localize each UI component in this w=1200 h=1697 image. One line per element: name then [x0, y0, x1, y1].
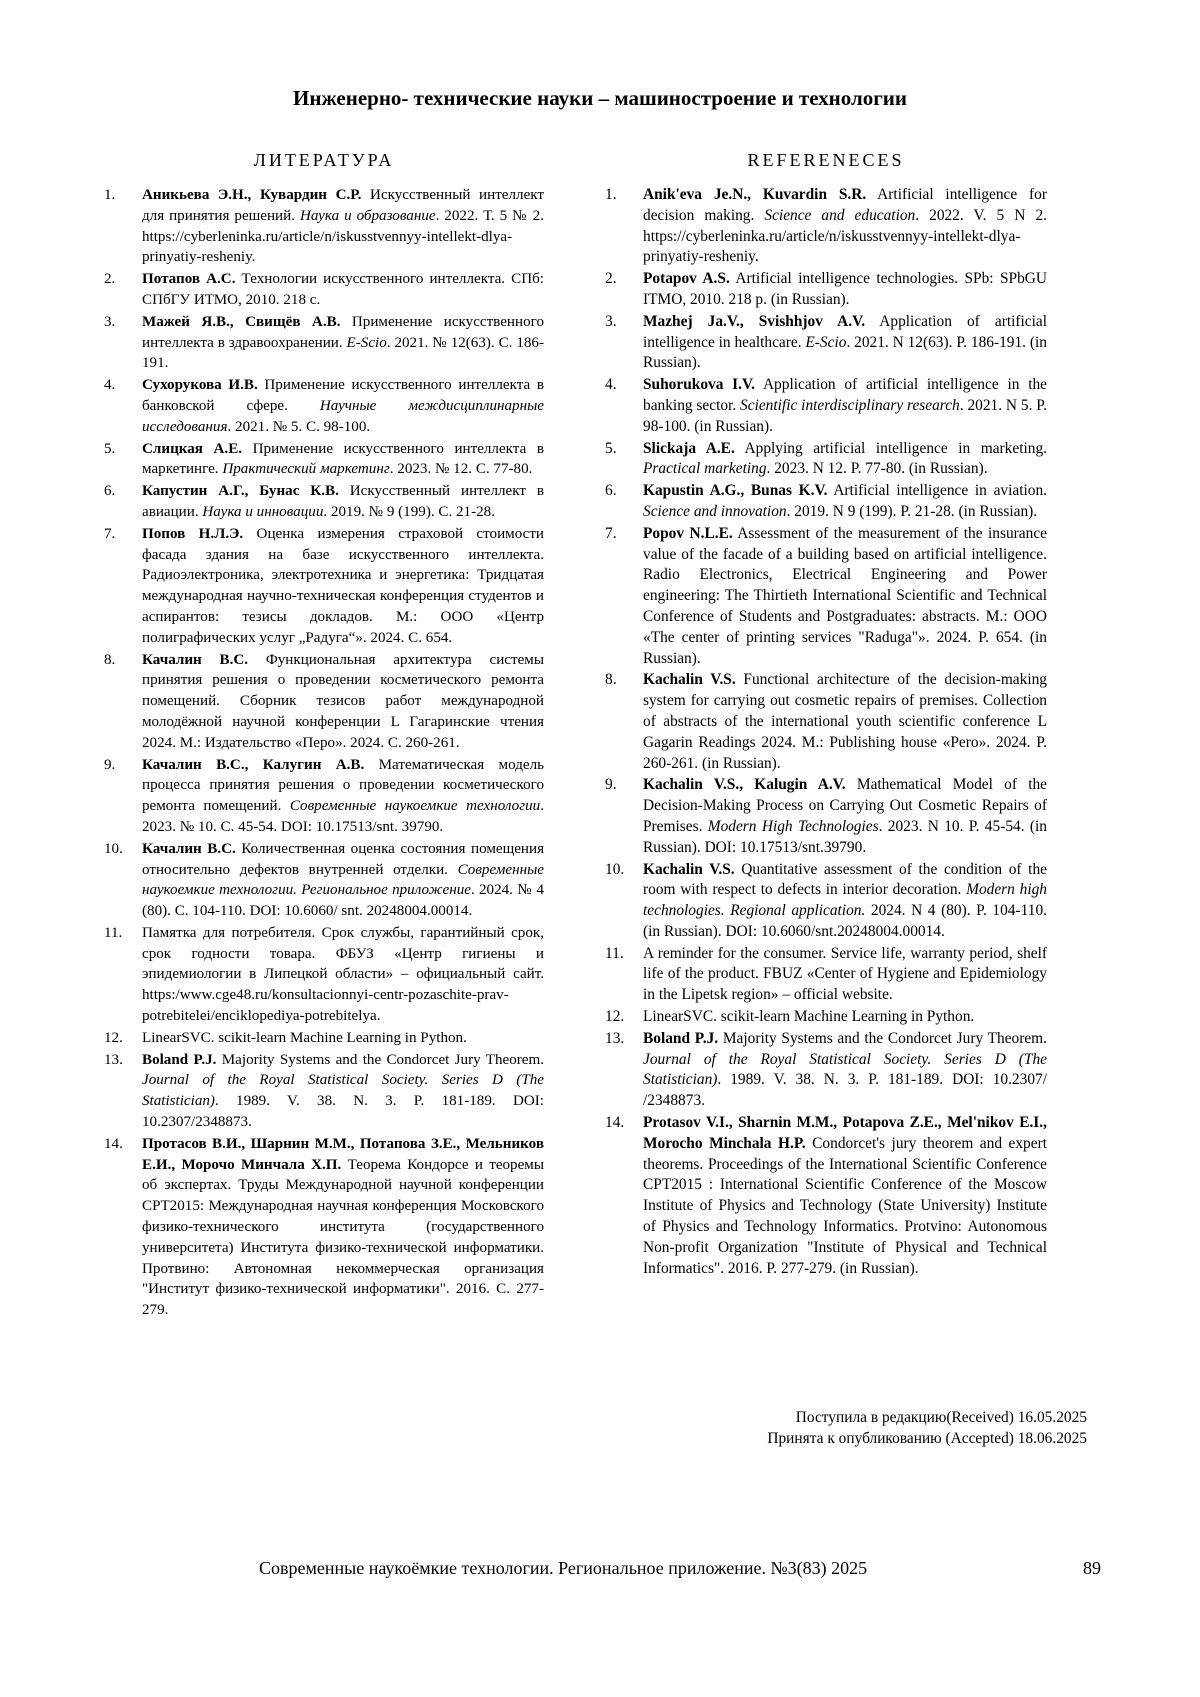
reference-journal: Modern high technologies. Regional application.: [643, 881, 1047, 920]
reference-item: [104, 1134, 544, 1321]
reference-journal: Наука и инновации: [202, 503, 324, 520]
page-header: Инженерно- технические науки – машиностроение и технологии: [293, 86, 907, 110]
reference-authors: Kachalin V.S.: [643, 671, 736, 689]
reference-journal: Practical marketing: [643, 460, 767, 478]
reference-item: [104, 524, 544, 649]
reference-text: Теорема Кондорсе и теоремы об экспертах. Труды Международной научной конференции CPT2015: Международная научная конференция Московского физико-технического института (государственного университета) Института физико-технической информатики. Протвино: Автономная некоммерческая организация "Институт физико-технической информатики". 2016. С. 277-279.: [142, 1156, 544, 1319]
reference-text: Functional architecture of the decision-making system for carrying out cosmetic repairs of premises. Collection of abstracts of the international youth scientific conference L Gagarin Readings 2024. M.: Publishing house «Pero». 2024. P. 260-261. (in Russian).: [643, 671, 1047, 772]
reference-journal: Science and innovation: [643, 502, 787, 520]
reference-authors: Anik'eva Je.N., Kuvardin S.R.: [643, 186, 867, 203]
reference-number: 6.: [104, 483, 116, 500]
reference-authors: Slickaja A.E.: [643, 439, 735, 457]
reference-journal: Scientific interdisciplinary research: [740, 396, 960, 414]
references-english-heading: REFERENECES: [747, 150, 905, 170]
reference-item: [605, 670, 1047, 774]
reference-number: 5.: [104, 440, 116, 457]
reference-journal: Modern High Technologies: [707, 817, 879, 835]
reference-number: 9.: [605, 776, 617, 794]
reference-item: [104, 650, 544, 754]
reference-number: 3.: [605, 312, 617, 330]
reference-authors: Boland P.J.: [643, 1029, 719, 1047]
reference-number: 4.: [605, 376, 617, 394]
reference-authors: Попов Н.Л.Э.: [142, 525, 244, 542]
reference-number: 12.: [104, 1029, 123, 1046]
reference-authors: Качалин В.С.: [142, 840, 236, 857]
reference-text: Оценка измерения страховой стоимости фасада здания на базе искусственного интеллекта. Радиоэлектроника, электротехника и энергетика: Тридцатая международная научно-техническая конференция студентов и аспирантов: тезисы докладов. М.: ООО «Центр полиграфических услуг „Радуга“». 2024. С. 654.: [142, 525, 544, 646]
reference-details: . 2023. № 10. С. 45-54. DOI: 10.17513/snt. 39790.: [142, 798, 544, 835]
reference-item: [104, 185, 544, 268]
reference-details: . 2021. № 5. С. 98-100.: [227, 418, 371, 435]
reference-authors: Качалин В.С.: [142, 651, 249, 668]
reference-text: Функциональная архитектура системы принятия решения о проведении косметического ремонта помещений. Сборник тезисов работ международной молодёжной научной конференции L Гагаринские чтения 2024. М.: Издательство «Перо». 2024. С. 260-261.: [142, 651, 544, 751]
reference-text: LinearSVC. scikit-learn Machine Learning in Python.: [643, 1008, 975, 1026]
reference-details: . 2021. N 5. P. 98-100. (in Russian).: [643, 396, 1047, 435]
accepted-date: Принята к опубликованию (Accepted) 18.06.2025: [767, 1429, 1087, 1447]
reference-item: [104, 839, 544, 922]
reference-text: Majority Systems and the Condorcet Jury Theorem.: [216, 1051, 544, 1068]
reference-text: Application of artificial intelligence in healthcare.: [643, 312, 1047, 351]
reference-details: . 1989. V. 38. N. 3. P. 181-189. DOI: 10.2307/2348873.: [142, 1093, 544, 1131]
reference-journal: Journal of the Royal Statistical Society. Series D (The Statistician): [643, 1050, 1047, 1089]
reference-item: [605, 1007, 1047, 1028]
reference-item: [104, 312, 544, 374]
reference-item: [605, 375, 1047, 437]
reference-authors: Сухорукова И.В.: [142, 377, 258, 394]
reference-number: 2.: [104, 271, 116, 288]
reference-details: . 2021. N 12(63). P. 186-191. (in Russian).: [643, 333, 1047, 372]
reference-number: 9.: [104, 756, 116, 773]
reference-authors: Мажей Я.В., Свищёв А.В.: [142, 313, 341, 330]
footer-journal-title: Современные наукоёмкие технологии. Региональное приложение. №3(83) 2025: [259, 1558, 868, 1578]
reference-text: Majority Systems and the Condorcet Jury Theorem.: [718, 1029, 1047, 1047]
reference-journal: Научные междисциплинарные исследования: [142, 397, 544, 435]
reference-authors: Protasov V.I., Sharnin M.M., Potapova Z.E., Mel'nikov E.I., Morocho Minchala H.P.: [643, 1114, 1047, 1152]
reference-text: Применение искусственного интеллекта в здравоохранении.: [142, 313, 544, 351]
reference-text: Математическая модель процесса принятия решения о проведении косметического ремонта помещений.: [142, 756, 544, 815]
reference-journal: Science and education: [764, 206, 916, 224]
reference-item: [605, 312, 1047, 374]
reference-details: . 2022. Т. 5 № 2. https://cyberleninka.ru/article/n/iskusstvennyy-intellekt-dlya-prinyatiy-resheniy.: [142, 207, 545, 266]
reference-authors: Boland P.J.: [142, 1051, 217, 1068]
reference-number: 10.: [605, 860, 625, 878]
reference-text: Памятка для потребителя. Срок службы, гарантийный срок, срок годности товара. ФБУЗ «Центр гигиены и эпидемиологии в Липецкой области» – официальный сайт. https:/www.cge48.ru/konsultacionnyi-centr-pozaschite-prav-potrebitelei/enciklopediya-potrebitelya.: [142, 924, 544, 1025]
reference-number: 10.: [104, 840, 123, 857]
reference-item: [104, 755, 544, 838]
reference-number: 4.: [104, 377, 116, 394]
reference-text: Искусственный интеллект в авиации.: [142, 483, 544, 520]
reference-item: [104, 1050, 544, 1133]
reference-text: Artificial intelligence for decision making.: [643, 186, 1047, 224]
reference-number: 11.: [605, 944, 624, 962]
reference-number: 1.: [605, 186, 617, 203]
reference-authors: Mazhej Ja.V., Svishhjov A.V.: [643, 312, 866, 330]
reference-details: . 2023. № 12. С. 77-80.: [389, 461, 533, 478]
reference-item: [605, 524, 1047, 670]
reference-number: 3.: [104, 313, 116, 330]
reference-text: Condorcet's jury theorem and expert theorems. Proceedings of the International Scientific Conference CPT2015 : International Scientific Conference of the Moscow Institute of Physics and Technology (State University) Institute of Physics and Technology Informatics. Protvino: Autonomous Non-profit Organization "Institute of Physical and Technical Informatics". 2016. P. 277-279. (in Russian).: [643, 1134, 1047, 1277]
reference-authors: Капустин А.Г., Бунас К.В.: [142, 483, 339, 500]
reference-item: [104, 269, 544, 311]
reference-text: Assessment of the measurement of the insurance value of the facade of a building based on artificial intelligence. Radio Electronics, Electrical Engineering and Power engineering: The Thirtieth International Scientific and Technical Conference of Students and Postgraduates: abstracts. M.: OOO «The center of printing services "Raduga"». 2024. P. 654. (in Russian).: [643, 524, 1047, 667]
reference-journal: Наука и образование: [299, 207, 436, 224]
reference-item: [605, 775, 1047, 858]
reference-text: Application of artificial intelligence in the banking sector.: [643, 376, 1047, 414]
reference-text: Количественная оценка состояния помещения относительно дефектов внутренней отделки.: [142, 840, 545, 878]
reference-details: . 2023. N 12. P. 77-80. (in Russian).: [766, 460, 988, 478]
reference-authors: Слицкая А.Е.: [142, 440, 243, 457]
reference-text: Artificial intelligence in aviation.: [827, 482, 1047, 500]
reference-authors: Потапов А.С.: [142, 271, 236, 288]
reference-details: . 2019. N 9 (199). P. 21-28. (in Russian).: [786, 502, 1038, 520]
reference-number: 13.: [605, 1029, 625, 1047]
reference-number: 8.: [605, 671, 617, 689]
reference-authors: Suhorukova I.V.: [643, 376, 756, 394]
reference-text: Applying artificial intelligence in marketing.: [734, 439, 1048, 457]
reference-number: 5.: [605, 439, 617, 457]
reference-item: [605, 1029, 1047, 1112]
reference-item: [605, 860, 1047, 943]
reference-item: [605, 1113, 1047, 1279]
reference-authors: Аникьева Э.Н., Кувардин С.Р.: [142, 187, 362, 203]
reference-journal: Практический маркетинг: [222, 461, 390, 478]
reference-number: 6.: [605, 482, 617, 500]
reference-text: A reminder for the consumer. Service life, warranty period, shelf life of the product. FBUZ «Center of Hygiene and Epidemiology in the Lipetsk region» – official website.: [643, 944, 1047, 1004]
reference-authors: Kapustin A.G., Bunas K.V.: [643, 482, 828, 500]
reference-text: Искусственный интеллект для принятия решений.: [142, 187, 544, 224]
reference-number: 13.: [104, 1051, 123, 1068]
references-english-list: [605, 185, 1047, 1279]
reference-authors: Potapov A.S.: [643, 270, 730, 288]
references-russian-heading: ЛИТЕРАТУРА: [253, 150, 395, 170]
reference-number: 1.: [104, 187, 116, 203]
reference-item: [605, 269, 1047, 311]
reference-text: LinearSVC. scikit-learn Machine Learning in Python.: [142, 1029, 467, 1046]
reference-number: 2.: [605, 270, 617, 288]
reference-authors: Протасов В.И., Шарнин М.М., Потапова З.Е., Мельников Е.И., Морочо Минчала Х.П.: [142, 1135, 544, 1173]
reference-authors: Popov N.L.E.: [643, 524, 733, 542]
reference-text: Mathematical Model of the Decision-Making Process on Carrying Out Cosmetic Repairs of Premises.: [643, 776, 1048, 835]
reference-number: 7.: [104, 525, 116, 542]
reference-details: . 2023. N 10. P. 45-54. (in Russian). DOI: 10.17513/snt.39790.: [643, 817, 1047, 856]
reference-authors: Kachalin V.S., Kalugin A.V.: [643, 776, 846, 794]
reference-details: . 1989. V. 38. N. 3. P. 181-189. DOI: 10.2307/ /2348873.: [643, 1071, 1047, 1110]
reference-number: 11.: [104, 924, 123, 941]
reference-item: [104, 439, 544, 481]
reference-item: [104, 375, 544, 437]
reference-item: [605, 185, 1047, 268]
received-date: Поступила в редакцию(Received) 16.05.2025: [795, 1409, 1087, 1426]
reference-journal: Современные наукоемкие технологии: [289, 798, 541, 815]
reference-text: Artificial intelligence technologies. SPb: SPbGU ITMO, 2010. 218 p. (in Russian).: [643, 270, 1047, 308]
reference-item: [605, 439, 1047, 481]
reference-number: 7.: [605, 524, 617, 542]
reference-item: [605, 481, 1047, 523]
references-english-column: [605, 150, 1047, 1280]
reference-details: . 2021. № 12(63). С. 186-191.: [142, 334, 544, 372]
reference-details: 2024. N 4 (80). P. 104-110. (in Russian). DOI: 10.6060/snt.20248004.00014.: [643, 902, 1047, 940]
reference-journal: Journal of the Royal Statistical Society. Series D (The Statistician): [142, 1072, 544, 1110]
page-number: 89: [1083, 1558, 1101, 1578]
reference-item: [104, 923, 544, 1027]
reference-number: 14.: [104, 1135, 123, 1152]
reference-number: 8.: [104, 651, 116, 668]
submission-dates: [767, 1408, 1087, 1449]
reference-text: Технологии искусственного интеллекта. СПб: СПбГУ ИТМО, 2010. 218 с.: [142, 271, 544, 308]
reference-details: . 2019. № 9 (199). С. 21-28.: [323, 503, 495, 520]
reference-item: [605, 944, 1047, 1006]
reference-text: Quantitative assessment of the condition of the room with respect to defects in interior decoration.: [643, 860, 1047, 899]
references-russian-column: [104, 150, 544, 1322]
references-russian-list: [104, 185, 544, 1321]
reference-authors: Качалин В.С., Калугин А.В.: [142, 756, 365, 773]
reference-journal: E-Scio: [346, 334, 387, 351]
reference-text: Применение искусственного интеллекта в банковской сфере.: [142, 377, 545, 414]
reference-item: [104, 1028, 544, 1049]
reference-details: . 2022. V. 5 N 2. https://cyberleninka.ru/article/n/iskusstvennyy-intellekt-dlya-prinyatiy-resheniy.: [643, 206, 1047, 266]
reference-number: 12.: [605, 1008, 625, 1026]
reference-number: 14.: [605, 1114, 625, 1132]
reference-authors: Kachalin V.S.: [643, 860, 735, 878]
reference-details: . 2024. № 4 (80). С. 104-110. DOI: 10.6060/ snt. 20248004.00014.: [142, 882, 544, 920]
reference-text: Применение искусственного интеллекта в маркетинге.: [142, 440, 544, 478]
reference-item: [104, 481, 544, 523]
reference-journal: Современные наукоемкие технологии. Региональное приложение: [142, 861, 544, 899]
reference-journal: E-Scio: [805, 333, 847, 351]
